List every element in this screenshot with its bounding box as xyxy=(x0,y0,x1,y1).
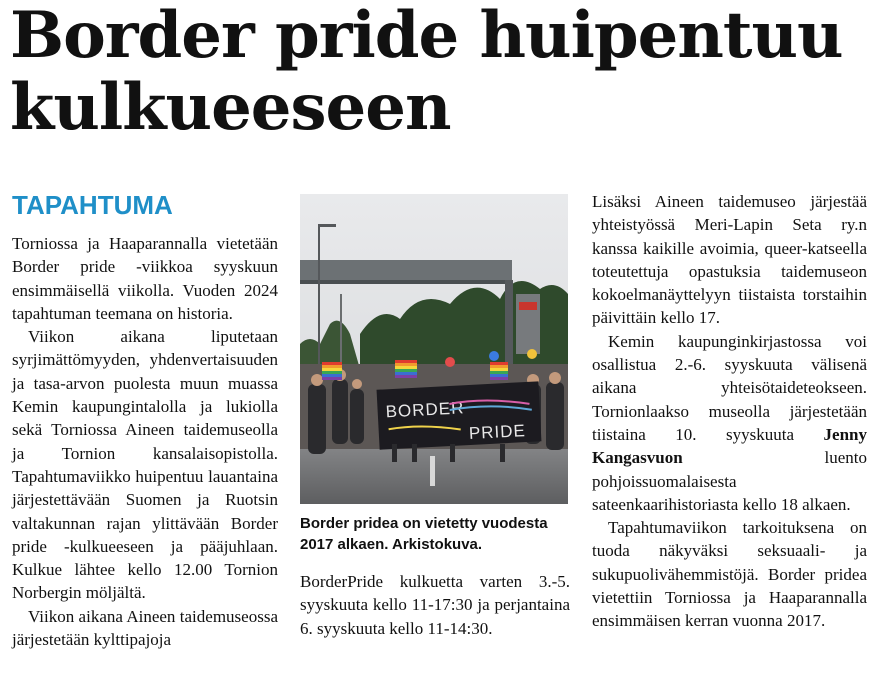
paragraph-text: Kemin kaupunginkirjastossa voi osallistua 2.-6. syyskuuta välisenä aikana yhteisötaideteokseen. Tornionlaakso museolla järjestetään tiistaina 10. syyskuuta xyxy=(592,331,867,444)
banner-text-line1: BORDER xyxy=(385,398,465,422)
paragraph xyxy=(592,330,867,516)
paragraph-text: luento pohjoissuomalaisesta sateenkaarihistoriasta kello 18 alkaen. xyxy=(592,448,867,514)
paragraph: Torniossa ja Haaparannalla vietetään Border pride -viikkoa syyskuun ensimmäisellä viikolla. Vuoden 2024 tapahtuman teemana on historia. xyxy=(12,234,278,323)
photo-caption: Border pridea on vietetty vuodesta 2017 alkaen. Arkistokuva. xyxy=(300,515,548,553)
headline: Border pride huipentuu kulkueeseen xyxy=(10,0,843,145)
paragraph: Viikon aikana liputetaan syrjimättömyyden, yhdenvertaisuuden ja tasa-arvon puolesta muun muassa Kemin kaupungintalolla ja lukiolla sekä Torniossa Aineen taidemuseolla ja Tornion kansalaisopistolla. Tapahtumaviikko huipentuu lauantaina järjestettävään Suomen ja Ruotsin valtakunnan rajan ylittävään Border pride -kulkueeseen ja pääjuhlaan. Kulkue lähtee kello 12.00 Tornion Norbergin möljältä. xyxy=(12,327,278,603)
section-label: TAPAHTUMA xyxy=(12,190,173,220)
banner-text-line2: PRIDE xyxy=(468,421,527,444)
lecturer-name: Jenny Kangasvuon xyxy=(592,424,867,468)
article-column-2-text: BorderPride kulkuetta varten 3.-5. syyskuuta kello 11-17:30 ja perjantaina 6. syyskuuta kello 11-14:30. xyxy=(300,572,570,638)
article-column-3 xyxy=(592,190,867,633)
paragraph: Tapahtumaviikon tarkoituksena on tuoda näkyväksi seksuaali- ja sukupuolivähemmistöjä. Border pridea vietettiin Torniossa ja Haaparannalla ensimmäisen kerran vuonna 2017. xyxy=(592,518,867,631)
article-column-1 xyxy=(12,190,278,651)
paragraph: Viikon aikana Aineen taidemuseossa järjestetään kylttipajoja xyxy=(12,606,278,650)
article-photo xyxy=(300,194,568,555)
pride-parade-photo xyxy=(300,194,568,504)
paragraph: Lisäksi Aineen taidemuseo järjestää yhteistyössä Meri-Lapin Seta ry.n kanssa kaikille avoimia, queer-katseella toteutettuja opastuksia taidemuseon kokoelmanäyttelyyn tiistaista torstaihin päivittäin kello 17. xyxy=(592,192,867,328)
